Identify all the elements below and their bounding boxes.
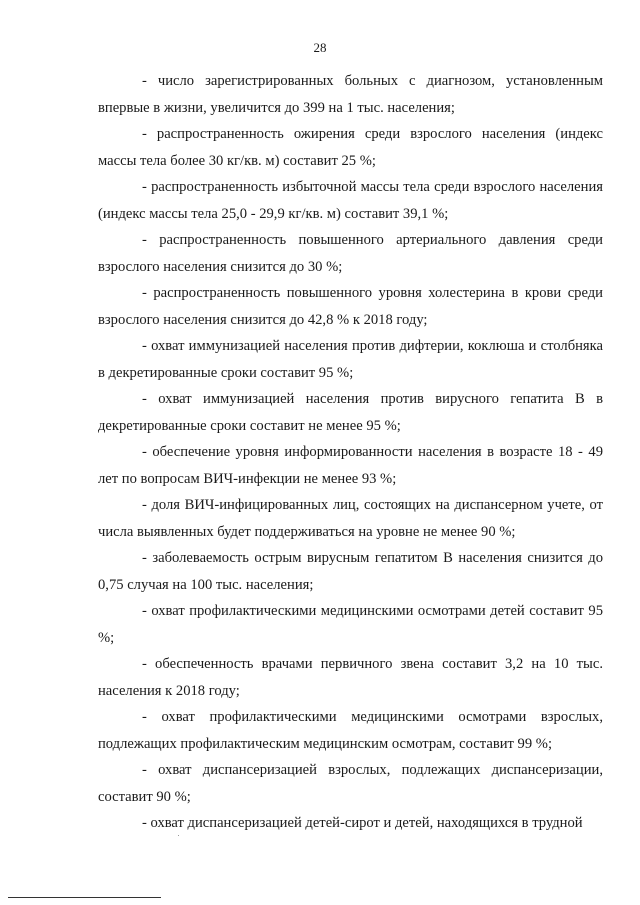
list-item-adult-checkups: - охват профилактическими медицинскими осмотрами взрослых, подлежащих профилактическим медицинским осмотрам, составит 99 %;	[98, 709, 603, 752]
list-item-blood-pressure: - распространенность повышенного артериального давления среди взрослого населения снизится до 30 %;	[98, 232, 603, 275]
scan-speck	[178, 835, 179, 836]
list-item-hepatitis-b-incidence: - заболеваемость острым вирусным гепатитом В населения снизится до 0,75 случая на 100 тыс. населения;	[98, 550, 603, 593]
list-item-dtp-immunization: - охват иммунизацией населения против дифтерии, коклюша и столбняка в декретированные сроки составит 95 %;	[98, 338, 603, 381]
list-item-hepatitis-b-immunization: - охват иммунизацией населения против вирусного гепатита В в декретированные сроки составит не менее 95 %;	[98, 391, 603, 434]
list-item-hiv-awareness: - обеспечение уровня информированности населения в возрасте 18 - 49 лет по вопросам ВИЧ-инфекции не менее 93 %;	[98, 444, 603, 487]
list-item-cholesterol: - распространенность повышенного уровня холестерина в крови среди взрослого населения снизится до 42,8 % к 2018 году;	[98, 285, 603, 328]
document-body	[98, 68, 603, 837]
list-item-orphan-dispensarization: - охват диспансеризацией детей-сирот и детей, находящихся в трудной	[142, 815, 583, 831]
list-item-new-diagnoses: - число зарегистрированных больных с диагнозом, установленным впервые в жизни, увеличится до 399 на 1 тыс. населения;	[98, 73, 603, 116]
page-number: 28	[313, 40, 327, 55]
list-item-primary-doctors: - обеспеченность врачами первичного звена составит 3,2 на 10 тыс. населения к 2018 году;	[98, 656, 603, 699]
list-item-hiv-dispensary: - доля ВИЧ-инфицированных лиц, состоящих на диспансерном учете, от числа выявленных будет поддерживаться на уровне не менее 90 %;	[98, 497, 603, 540]
list-item-obesity: - распространенность ожирения среди взрослого населения (индекс массы тела более 30 кг/кв. м) составит 25 %;	[98, 126, 603, 169]
list-item-overweight: - распространенность избыточной массы тела среди взрослого населения (индекс массы тела 25,0 - 29,9 кг/кв. м) составит 39,1 %;	[98, 179, 603, 222]
list-item-child-checkups: - охват профилактическими медицинскими осмотрами детей составит 95 %;	[98, 603, 603, 646]
footnote-divider	[8, 897, 161, 898]
list-item-adult-dispensarization: - охват диспансеризацией взрослых, подлежащих диспансеризации, составит 90 %;	[98, 762, 603, 805]
